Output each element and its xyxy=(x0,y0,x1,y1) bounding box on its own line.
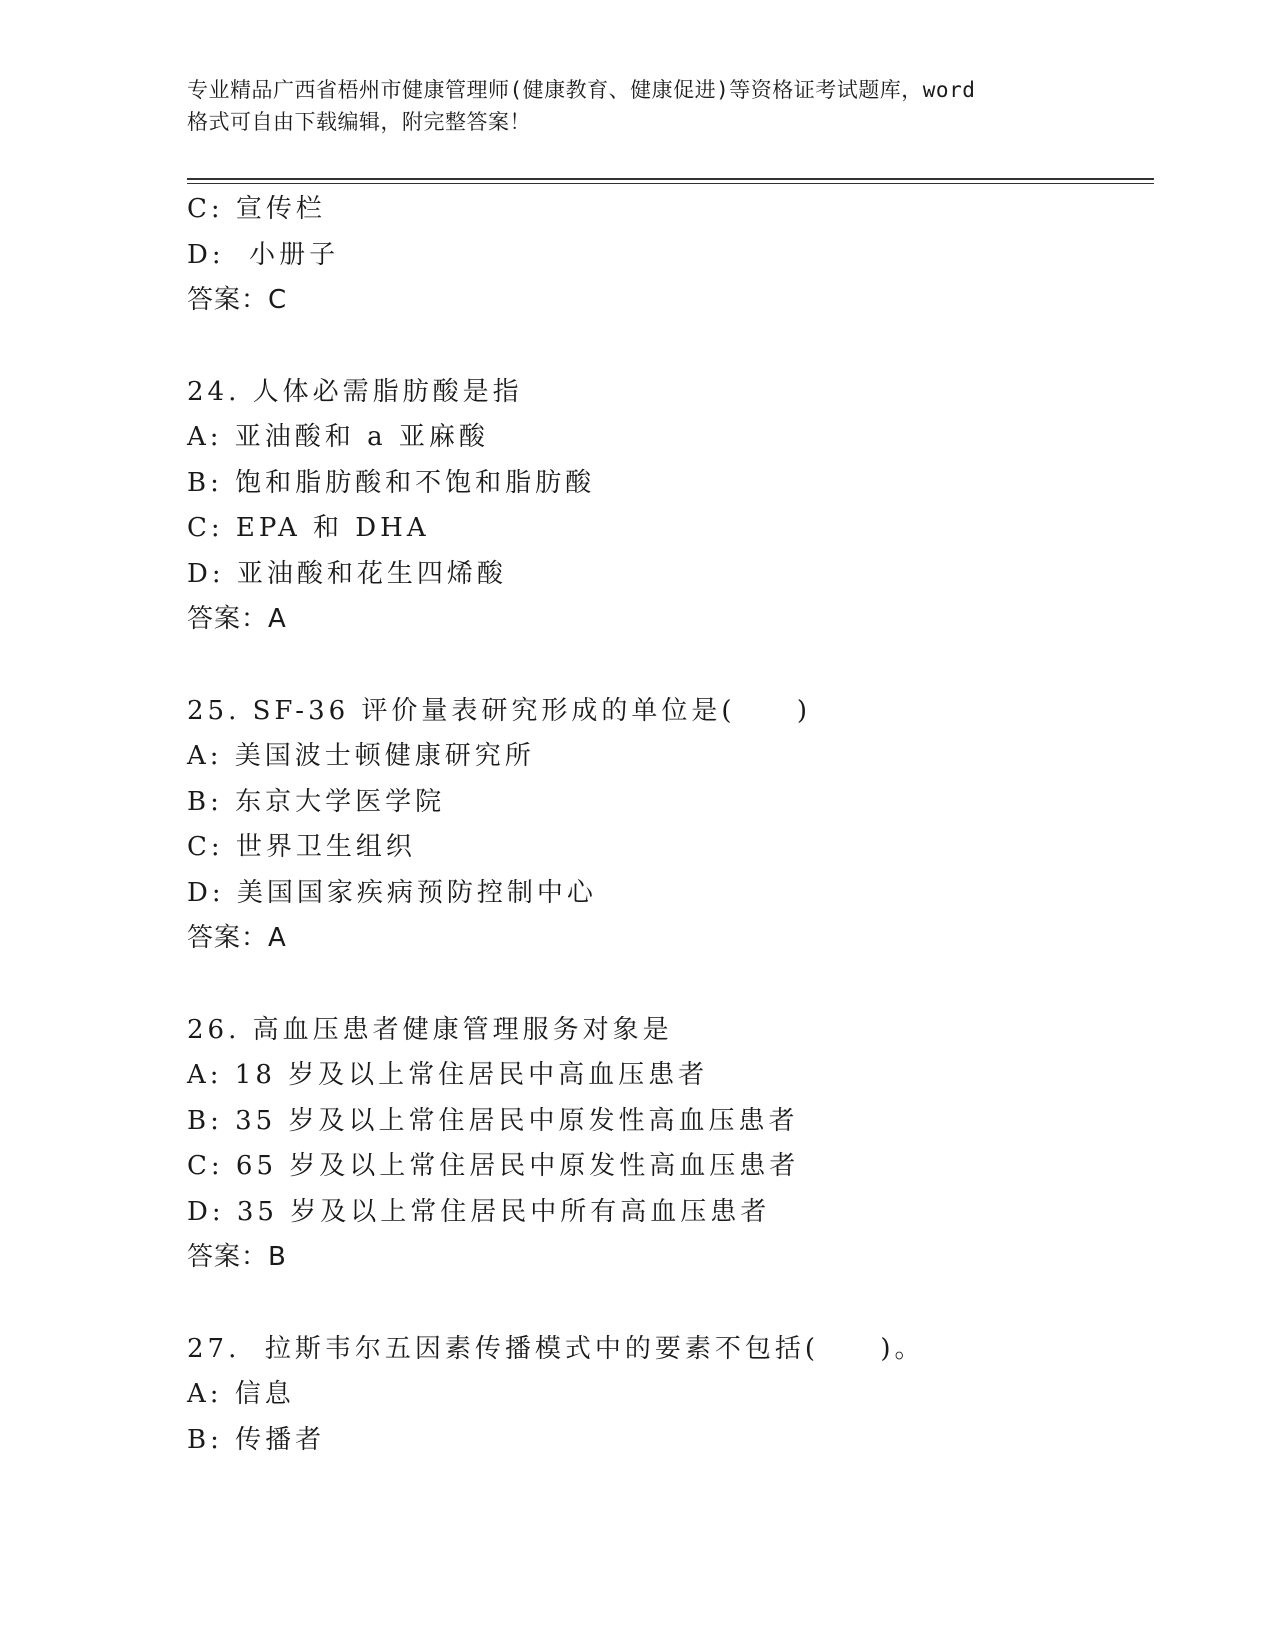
spacer xyxy=(187,324,1147,370)
spacer xyxy=(187,643,1147,689)
question-block-26 xyxy=(187,1008,1147,1281)
document-header xyxy=(187,74,1087,138)
question-list xyxy=(187,187,1147,1463)
question-block-25 xyxy=(187,689,1147,962)
header-divider-thin xyxy=(187,183,1154,184)
option-a: A: 信息 xyxy=(187,1379,295,1409)
question-text: 26. 高血压患者健康管理服务对象是 xyxy=(187,1014,673,1045)
question-text: 27. 拉斯韦尔五因素传播模式中的要素不包括( )。 xyxy=(187,1333,925,1364)
option-a: A: 亚油酸和 a 亚麻酸 xyxy=(187,422,489,452)
option-a: A: 18 岁及以上常住居民中高血压患者 xyxy=(187,1060,709,1090)
option-a: A: 美国波士顿健康研究所 xyxy=(187,741,535,771)
option-b: B: 传播者 xyxy=(187,1424,326,1455)
spacer xyxy=(187,962,1147,1008)
question-block-27 xyxy=(187,1327,1147,1464)
option-c: C: EPA 和 DHA xyxy=(187,513,430,543)
option-d: D: 35 岁及以上常住居民中所有高血压患者 xyxy=(187,1196,771,1227)
spacer xyxy=(187,1281,1147,1327)
answer: 答案：A xyxy=(187,604,287,634)
header-divider-thick xyxy=(187,178,1154,180)
option-c: C: 宣传栏 xyxy=(187,194,326,224)
option-c: C: 世界卫生组织 xyxy=(187,832,416,862)
question-text: 24. 人体必需脂肪酸是指 xyxy=(187,376,523,407)
answer: 答案：C xyxy=(187,285,288,315)
answer: 答案：B xyxy=(187,1242,287,1272)
header-line-2: 格式可自由下载编辑，附完整答案！ xyxy=(187,110,531,134)
option-d: D: 亚油酸和花生四烯酸 xyxy=(187,558,507,589)
answer: 答案：A xyxy=(187,923,287,953)
question-text: 25. SF-36 评价量表研究形成的单位是( ) xyxy=(187,695,812,726)
option-b: B: 饱和脂肪酸和不饱和脂肪酸 xyxy=(187,467,596,498)
question-block-24 xyxy=(187,370,1147,643)
header-line-1: 专业精品广西省梧州市健康管理师(健康教育、健康促进)等资格证考试题库，word xyxy=(187,78,976,102)
option-b: B: 35 岁及以上常住居民中原发性高血压患者 xyxy=(187,1105,799,1136)
option-c: C: 65 岁及以上常住居民中原发性高血压患者 xyxy=(187,1151,800,1181)
question-block-23 xyxy=(187,187,1147,324)
option-d: D: 小册子 xyxy=(187,239,340,270)
option-b: B: 东京大学医学院 xyxy=(187,786,446,817)
option-d: D: 美国国家疾病预防控制中心 xyxy=(187,877,597,908)
